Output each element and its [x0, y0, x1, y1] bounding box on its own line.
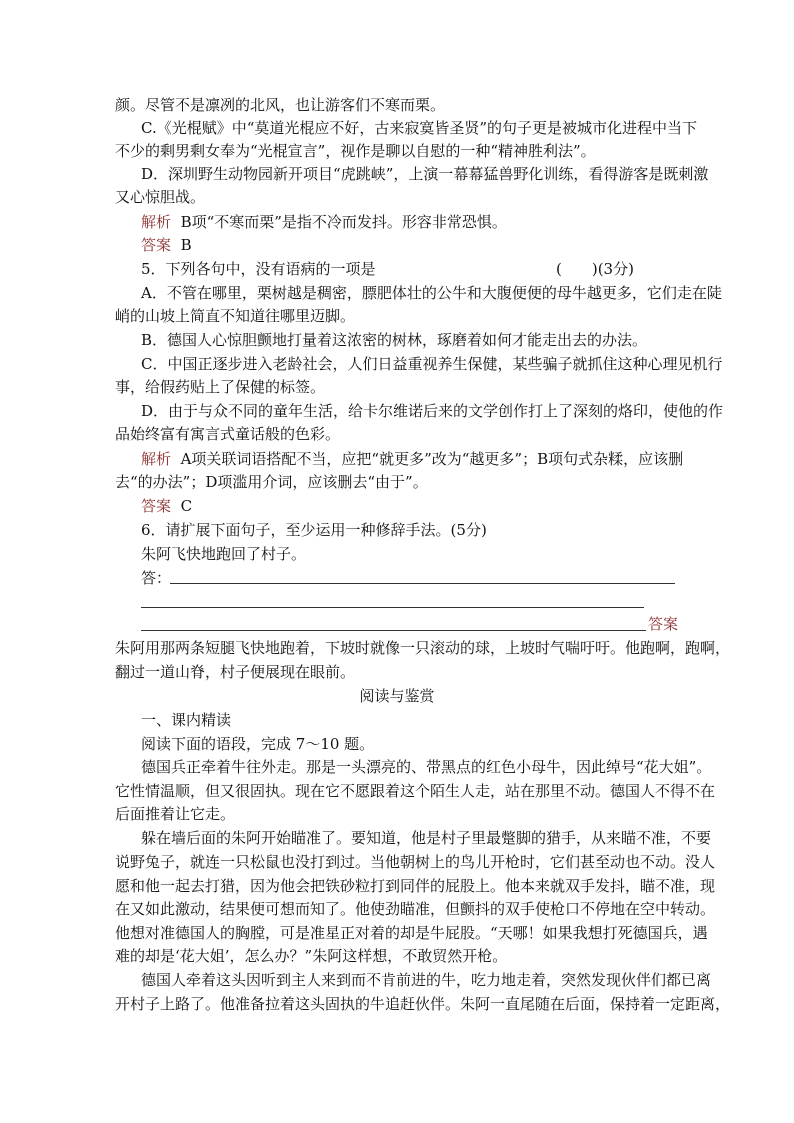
- answer-prompt: 答：: [141, 569, 172, 587]
- passage-line: 他想对准德国人的胸膛，可是准星正对着的却是牛屁股。“天哪！如果我想打死德国兵，遇: [115, 924, 708, 942]
- analysis-text: A项关联词语搭配不当，应把“就更多”改为“越更多”；B项句式杂糅，应该删: [180, 450, 684, 468]
- text-line: 峭的山坡上简直不知道往哪里迈脚。: [115, 307, 356, 325]
- answer-blank-line: [170, 583, 675, 584]
- answer-line: [141, 235, 192, 255]
- answer-blank-line: [141, 630, 646, 631]
- text-line: 朱阿用那两条短腿飞快地跑着，下坡时就像一只滚动的球，上坡时气喘吁吁。他跑啊，跑啊，: [115, 639, 731, 657]
- answer-line: [141, 496, 192, 516]
- passage-line: 开村子上路了。他准备拉着这头固执的牛追赶伙伴。朱阿一直尾随在后面，保持着一定距离，: [115, 995, 731, 1013]
- text-line: 颜。尽管不是凛冽的北风，也让游客们不寒而栗。: [115, 96, 446, 114]
- question-5-score: ( )(3分): [556, 260, 634, 278]
- option-d-line: D．由于与众不同的童年生活，给卡尔维诺后来的文学创作打上了深刻的烙印，使他的作: [141, 402, 724, 420]
- text-line: 不少的剩男剩女奉为“光棍宣言”，视作是聊以自慰的一种“精神胜利法”。: [115, 142, 596, 160]
- passage-line: 躲在墙后面的朱阿开始瞄准了。要知道，他是村子里最蹩脚的猎手，从来瞄不准，不要: [141, 829, 712, 847]
- question-6-sentence: 朱阿飞快地跑回了村子。: [141, 545, 307, 563]
- passage-line: 在又如此激动，结果便可想而知了。他使劲瞄准，但颤抖的双手使枪口不停地在空中转动。: [115, 900, 716, 918]
- question-5: 5．下列各句中，没有语病的一项是: [141, 260, 376, 278]
- passage-line: 德国兵正牵着牛往外走。那是一头漂亮的、带黑点的红色小母牛，因此绰号“花大姐”。: [141, 758, 712, 776]
- option-d-line: D．深圳野生动物园新开项目“虎跳峡”，上演一幕幕猛兽野化训练，看得游客是既刺激: [141, 165, 709, 183]
- question-6: 6．请扩展下面句子，至少运用一种修辞手法。(5分): [141, 521, 487, 539]
- analysis-line: [141, 212, 507, 232]
- passage-line: 说野兔子，就连一只松鼠也没打到过。当他朝树上的鸟儿开枪时，它们甚至动也不动。没人: [115, 853, 716, 871]
- analysis-label: 解析: [141, 213, 172, 231]
- passage-line: 愿和他一起去打猎，因为他会把铁砂粒打到同伴的屁股上。他本来就双手发抖，瞄不准，现: [115, 877, 716, 895]
- answer-label: 答案: [648, 615, 679, 633]
- subsection-heading: 一、课内精读: [141, 711, 232, 729]
- answer-label: 答案: [141, 236, 172, 254]
- passage-line: 德国人牵着这头因听到主人来到而不肯前进的牛，吃力地走着，突然发现伙伴们都已离: [141, 971, 712, 989]
- answer-blank-line: [141, 607, 644, 608]
- text-line: 又心惊胆战。: [115, 188, 206, 206]
- analysis-label: 解析: [141, 450, 172, 468]
- passage-line: 难的却是‘花大姐’，怎么办？”朱阿这样想，不敢贸然开枪。: [115, 947, 508, 965]
- option-a-line: A．不管在哪里，栗树越是稠密，膘肥体壮的公牛和大腹便便的母牛越更多，它们走在陡: [141, 284, 722, 302]
- text-line: 翻过一道山脊，村子便展现在眼前。: [115, 663, 356, 681]
- option-b-line: B．德国人心惊胆颤地打量着这浓密的树林，琢磨着如何才能走出去的办法。: [141, 331, 648, 349]
- text-line: 品始终富有寓言式童话般的色彩。: [115, 425, 341, 443]
- option-c-line: C．中国正逐步进入老龄社会，人们日益重视养生保健，某些骗子就抓住这种心理见机行: [141, 355, 723, 373]
- section-title: 阅读与鉴赏: [359, 687, 435, 705]
- text-line: 去“的办法”；D项滥用介词，应该删去“由于”。: [115, 473, 428, 491]
- passage-line: 后面推着让它走。: [115, 805, 236, 823]
- answer-text: B: [180, 236, 192, 254]
- text-line: 事，给假药贴上了保健的标签。: [115, 378, 326, 396]
- answer-text: C: [180, 497, 193, 515]
- option-c-line: C.《光棍赋》中“莫道光棍应不好，古来寂寞皆圣贤”的句子更是被城市化进程中当下: [141, 119, 698, 137]
- analysis-text: B项“不寒而栗”是指不冷而发抖。形容非常恐惧。: [180, 213, 507, 231]
- answer-label: 答案: [141, 497, 172, 515]
- instruction-line: 阅读下面的语段，完成 7～10 题。: [141, 735, 375, 753]
- passage-line: 它性情温顺，但又很固执。现在它不愿跟着这个陌生人走，站在那里不动。德国人不得不在: [115, 782, 716, 800]
- analysis-line: [141, 449, 683, 469]
